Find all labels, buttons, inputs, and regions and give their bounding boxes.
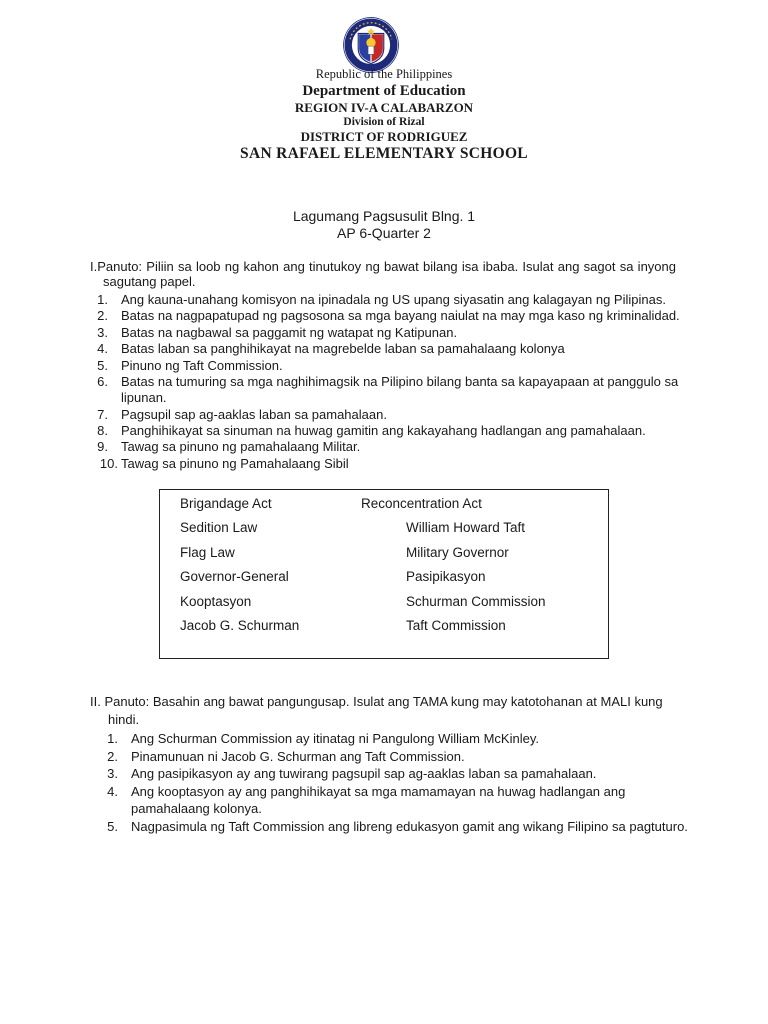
part1-item-text: Batas na nagbawal sa paggamit ng watapat ng Katipunan. xyxy=(121,325,458,340)
part1-item-number: 8. xyxy=(97,423,108,438)
part1-item-number: 5. xyxy=(97,358,108,373)
choice-left: Flag Law xyxy=(180,545,235,560)
part2-item-number: 3. xyxy=(107,766,118,781)
department-title: Department of Education xyxy=(302,83,466,99)
part1-item-text: Pinuno ng Taft Commission. xyxy=(121,358,283,373)
choice-left: Sedition Law xyxy=(180,520,258,535)
part1-item-text: Batas laban sa panghihikayat na magrebelde laban sa pamahalaang kolonya xyxy=(121,341,565,356)
part1-item-text: Pagsupil sap ag-aaklas laban sa pamahalaan. xyxy=(121,407,387,422)
part2-item-text: Ang kooptasyon ay ang panghihikayat sa mga mamamayan na huwag hadlangan ang xyxy=(131,784,626,799)
part2-item-text: Ang Schurman Commission ay itinatag ni Pangulong William McKinley. xyxy=(131,731,539,746)
part1-item-number: 6. xyxy=(97,374,108,389)
quiz-title: Lagumang Pagsusulit Blng. 1 xyxy=(292,208,476,224)
part1-item-number: 1. xyxy=(97,292,108,307)
part1-item-number: 7. xyxy=(97,407,108,422)
choice-left: Brigandage Act xyxy=(180,496,272,511)
part1-item-text-continued: lipunan. xyxy=(121,390,167,405)
quiz-subtitle: AP 6-Quarter 2 xyxy=(337,225,431,241)
choice-right: William Howard Taft xyxy=(406,520,526,535)
part2-directions-line1: II. Panuto: Basahin ang bawat pangungusap. Isulat ang TAMA kung may katotohanan at MALI kung xyxy=(90,694,663,709)
choice-right: Schurman Commission xyxy=(406,594,546,609)
part1-item-text: Batas na tumuring sa mga naghihimagsik na Pilipino bilang banta sa kapayapaan at panggulo sa xyxy=(121,374,679,389)
choice-right: Pasipikasyon xyxy=(406,569,486,584)
part1-directions-line1: I.Panuto: Piliin sa loob ng kahon ang tinutukoy ng bawat bilang isa ibaba. Isulat ang sagot sa inyong xyxy=(90,259,676,274)
choice-left: Jacob G. Schurman xyxy=(180,618,300,633)
choice-left: Governor-General xyxy=(180,569,289,584)
school-name: SAN RAFAEL ELEMENTARY SCHOOL xyxy=(240,145,528,162)
part1-item-text: Batas na nagpapatupad ng pagsosona sa mga bayang naiulat na may mga kaso ng kriminalidad. xyxy=(121,308,680,323)
region-label: REGION IV-A CALABARZON xyxy=(294,100,474,115)
part1-item-text: Panghihikayat sa sinuman na huwag gamitin ang kakayahang hadlangan ang pamahalaan. xyxy=(121,423,646,438)
part1-item-number: 2. xyxy=(97,308,108,323)
part2-item-number: 4. xyxy=(107,784,118,799)
part1-item-number: 10. xyxy=(99,456,118,471)
choice-right: Taft Commission xyxy=(406,618,506,633)
part1-item-text: Tawag sa pinuno ng pamahalaang Militar. xyxy=(121,439,361,454)
deped-seal-logo xyxy=(342,16,400,74)
part2-item-number: 1. xyxy=(107,731,118,746)
part2-item-text: Nagpasimula ng Taft Commission ang libreng edukasyon gamit ang wikang Filipino sa pagtuturo. xyxy=(131,819,688,834)
part1-item-text: Ang kauna-unahang komisyon na ipinadala ng US upang siyasatin ang kalagayan ng Pilipinas. xyxy=(121,292,666,307)
part1-item-text: Tawag sa pinuno ng Pamahalaang Sibil xyxy=(121,456,349,471)
part2-item-text: Ang pasipikasyon ay ang tuwirang pagsupil sap ag-aaklas laban sa pamahalaan. xyxy=(131,766,597,781)
part2-item-text-continued: pamahalaang kolonya. xyxy=(131,801,262,816)
part2-item-number: 5. xyxy=(107,819,118,834)
division-label: Division of Rizal xyxy=(343,116,425,128)
choice-right: Reconcentration Act xyxy=(361,496,482,511)
part1-directions xyxy=(90,259,676,289)
choice-left: Kooptasyon xyxy=(180,594,252,609)
choices-box xyxy=(159,489,609,659)
district-label: DISTRICT OF RODRIGUEZ xyxy=(300,129,468,144)
part1-item-number: 9. xyxy=(97,439,108,454)
republic-label: Republic of the Philippines xyxy=(315,67,453,81)
part2-item-text: Pinamunuan ni Jacob G. Schurman ang Taft Commission. xyxy=(131,749,465,764)
part2-directions-line2: hindi. xyxy=(108,712,140,727)
part2-item-number: 2. xyxy=(107,749,118,764)
part1-item-number: 3. xyxy=(97,325,108,340)
part1-item-number: 4. xyxy=(97,341,108,356)
part1-directions-line2: sagutang papel. xyxy=(103,274,196,289)
choice-right: Military Governor xyxy=(406,545,509,560)
